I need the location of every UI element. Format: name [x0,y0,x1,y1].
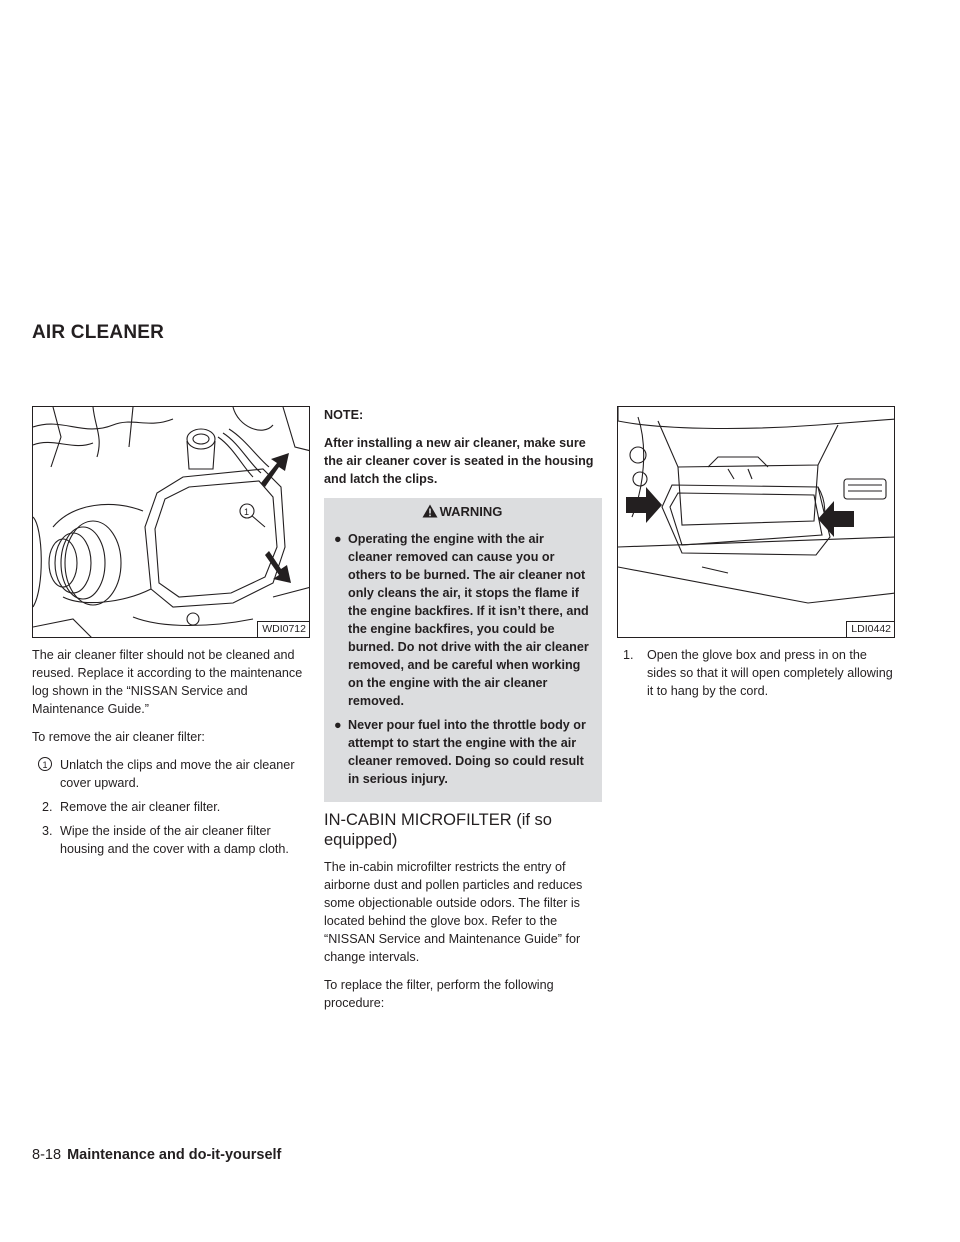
warning-box [324,498,602,802]
step-text: Unlatch the clips and move the air cleaner cover upward. [60,758,295,790]
warning-icon [422,502,438,526]
warning-title: WARNING [439,504,503,519]
list-item [334,530,590,710]
column-1 [32,406,310,864]
step-marker: 2. [42,800,53,814]
figure-code: LDI0442 [846,621,894,637]
paragraph: The air cleaner filter should not be cleaned and reused. Replace it according to the maintenance log shown in the “NISSAN Service and Maintenance Guide.” [32,648,303,716]
engine-air-cleaner-figure [32,406,310,638]
bullet-icon: ● [334,718,342,732]
blank-top-margin [0,0,960,300]
step-marker: 3. [42,824,53,838]
step-text: Remove the air cleaner filter. [60,800,221,814]
paragraph: The in-cabin microfilter restricts the entry of airborne dust and pollen particles and reduces some objectionable outside odors. The filter is located behind the glove box. Refer to the “NISSAN Service and Maintenance Guide” for change intervals. [324,860,583,964]
warning-list [334,530,590,788]
chapter-title: Maintenance and do-it-yourself [67,1147,282,1163]
replacement-steps [617,646,895,700]
step-text: Wipe the inside of the air cleaner filter housing and the cover with a damp cloth. [60,824,289,856]
paragraph: To replace the filter, perform the following procedure: [324,978,554,1010]
page-footer [32,1147,281,1163]
step-text: Open the glove box and press in on the sides so that it will open completely allowing it to hang by the cord. [647,648,893,698]
note-label: NOTE: [324,408,364,422]
paragraph: To remove the air cleaner filter: [32,730,205,744]
figure-code: WDI0712 [257,621,309,637]
list-item [32,822,310,858]
glove-box-illustration [618,407,895,638]
list-item [32,756,310,792]
column-3 [617,406,895,706]
glove-box-figure [617,406,895,638]
warning-text: Never pour fuel into the throttle body or attempt to start the engine with the air cleaner removed. Doing so could result in serious injury. [348,718,586,786]
bullet-icon: ● [334,532,342,546]
note-body: After installing a new air cleaner, make sure the air cleaner cover is seated in the housing and latch the clips. [324,436,594,486]
engine-illustration [33,407,310,638]
column-2 [324,406,602,1022]
removal-steps [32,756,310,858]
callout-number: 1 [244,507,250,517]
list-item [32,798,310,816]
warning-header [334,500,590,524]
step-marker: 1. [623,648,634,662]
list-item [617,646,895,700]
warning-text: Operating the engine with the air cleaner removed can cause you or others to be burned. The air cleaner not only cleans the air, it stops the flame if the engine backfires. If it isn’t there, and the engine backfires, you could be burned. Do not drive with the air cleaner removed, and be careful when working on the engine with the air cleaner removed. [348,532,589,708]
section-title: AIR CLEANER [32,322,165,343]
list-item [334,716,590,788]
subheading: IN-CABIN MICROFILTER (if so equipped) [324,811,552,849]
page-number: 8-18 [32,1147,62,1163]
step-marker: 1 [38,757,52,771]
